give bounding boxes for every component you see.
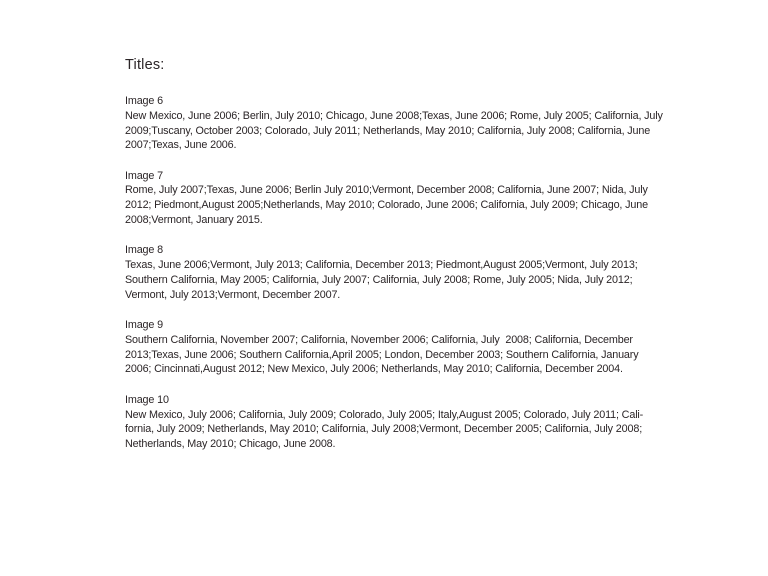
image-entry-10: [125, 393, 700, 452]
image-entry-6: [125, 94, 700, 153]
page-title: Titles:: [125, 57, 165, 73]
entry-text-line: New Mexico, July 2006; California, July 2009; Colorado, July 2005; Italy,August 2005; Colorado, July 2011; Cali-: [125, 408, 644, 421]
entry-text-line: Southern California, November 2007; California, November 2006; California, July 2008; California, December: [125, 333, 633, 346]
entry-heading: Image 10: [125, 393, 169, 406]
entry-text-line: 2013;Texas, June 2006; Southern California,April 2005; London, December 2003; Southern California, January: [125, 348, 639, 361]
entry-heading: Image 9: [125, 319, 163, 332]
entry-text-line: Vermont, July 2013;Vermont, December 2007.: [125, 288, 341, 301]
entry-heading: Image 6: [125, 95, 163, 107]
entry-text-line: Rome, July 2007;Texas, June 2006; Berlin July 2010;Vermont, December 2008; California, June 2007; Nida, July: [125, 184, 648, 197]
entry-text-line: Netherlands, May 2010; Chicago, June 2008.: [125, 438, 336, 451]
entry-text-line: Texas, June 2006;Vermont, July 2013; California, December 2013; Piedmont,August 2005;Vermont, July 2013;: [125, 259, 638, 272]
image-entry-8: [125, 243, 700, 302]
image-entry-9: [125, 318, 700, 377]
entry-text-line: 2009;Tuscany, October 2003; Colorado, July 2011; Netherlands, May 2010; California, July 2008; California, June: [125, 124, 651, 137]
titles-list: [125, 55, 700, 467]
entry-text-line: 2012; Piedmont,August 2005;Netherlands, May 2010; Colorado, June 2006; California, July 2009; Chicago, June: [125, 199, 648, 212]
entry-text-line: 2006; Cincinnati,August 2012; New Mexico, July 2006; Netherlands, May 2010; California, December 2004.: [125, 363, 623, 376]
entry-text-line: fornia, July 2009; Netherlands, May 2010; California, July 2008;Vermont, December 2005; California, July 2008;: [125, 423, 643, 436]
image-entry-7: [125, 169, 700, 228]
entry-text-line: 2007;Texas, June 2006.: [125, 139, 237, 152]
entry-text-line: New Mexico, June 2006; Berlin, July 2010; Chicago, June 2008;Texas, June 2006; Rome, July 2005; California, July: [125, 109, 663, 122]
entry-heading: Image 7: [125, 169, 163, 182]
entry-heading: Image 8: [125, 244, 163, 257]
entry-text-line: Southern California, May 2005; California, July 2007; California, July 2008; Rome, July 2005; Nida, July 2012;: [125, 273, 633, 286]
entry-text-line: 2008;Vermont, January 2015.: [125, 214, 263, 227]
